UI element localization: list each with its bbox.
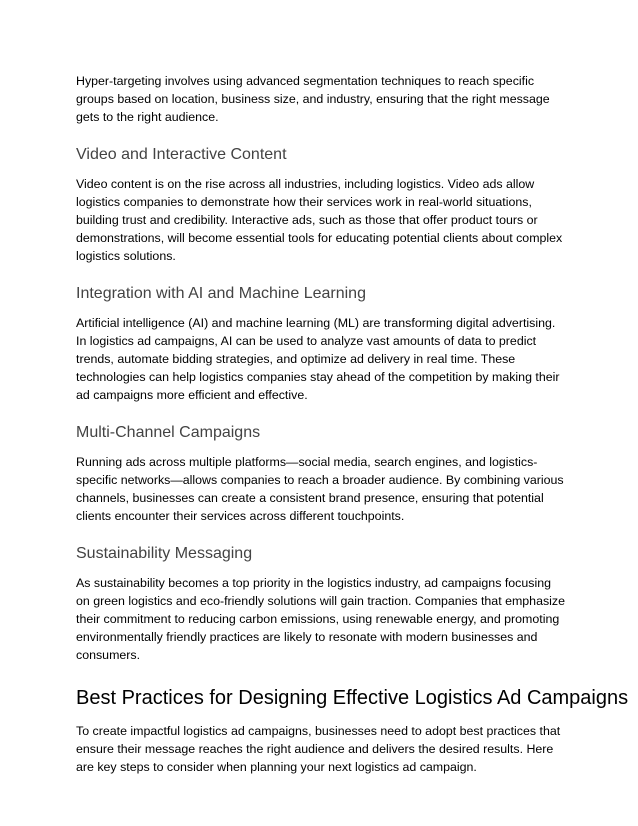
- section-paragraph-ai: Artificial intelligence (AI) and machine learning (ML) are transforming digital advertising. In logistics ad campaigns, AI can be used to analyze vast amounts of data to predict trends, automate bidding strategies, and optimize ad delivery in real time. These technologies can help logistics companies stay ahead of the competition by making their ad campaigns more efficient and effective.: [76, 316, 560, 402]
- section-paragraph-multichannel: Running ads across multiple platforms—social media, search engines, and logistics-specific networks—allows companies to reach a broader audience. By combining various channels, businesses can create a consistent brand presence, ensuring that potential clients encounter their services across different touchpoints.: [76, 455, 564, 523]
- section-heading-sustainability: Sustainability Messaging: [76, 545, 253, 562]
- document-page: [76, 72, 629, 776]
- intro-paragraph: Hyper-targeting involves using advanced segmentation techniques to reach specific groups based on location, business size, and industry, ensuring that the right message gets to the right audience.: [76, 74, 550, 124]
- section-paragraph-sustainability: As sustainability becomes a top priority in the logistics industry, ad campaigns focusing on green logistics and eco-friendly solutions will gain traction. Companies that emphasize their commitment to reducing carbon emissions, using renewable energy, and promoting environmentally friendly practices are likely to resonate with modern businesses and consumers.: [76, 576, 566, 662]
- best-practices-paragraph: To create impactful logistics ad campaigns, businesses need to adopt best practices that ensure their message reaches the right audience and delivers the desired results. Here are key steps to consider when planning your next logistics ad campaign.: [76, 724, 561, 774]
- section-heading-video: Video and Interactive Content: [76, 146, 287, 163]
- section-heading-ai: Integration with AI and Machine Learning: [76, 285, 366, 302]
- best-practices-heading: Best Practices for Designing Effective Logistics Ad Campaigns: [76, 687, 629, 709]
- section-paragraph-video: Video content is on the rise across all industries, including logistics. Video ads allow logistics companies to demonstrate how their services work in real-world situations, building trust and credibility. Interactive ads, such as those that offer product tours or demonstrations, will become essential tools for educating potential clients about complex logistics solutions.: [76, 177, 563, 263]
- section-heading-multichannel: Multi-Channel Campaigns: [76, 424, 261, 441]
